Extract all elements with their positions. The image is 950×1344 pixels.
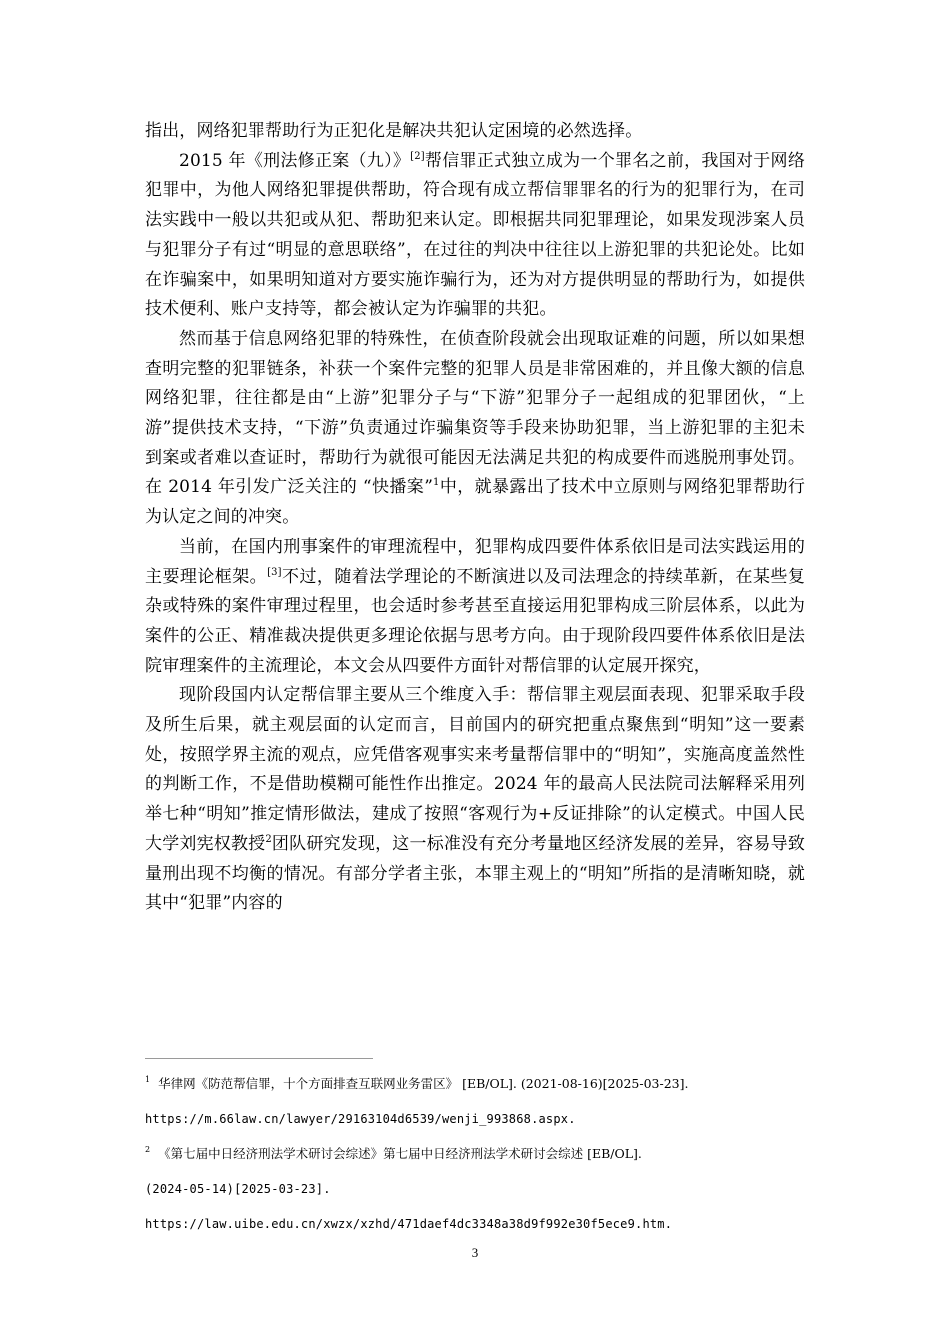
footnote-1-line-1 — [145, 1075, 825, 1093]
paragraph-text: 当前，在国内刑事案件的审理流程中，犯罪构成四要件体系依旧是司法实践运用的主要理论框架。 — [145, 536, 805, 587]
paragraph — [145, 681, 805, 919]
citation-mark[interactable]: 1 — [433, 477, 440, 489]
footnote-2-url[interactable]: https://law.uibe.edu.cn/xwzx/xzhd/471daef4dc3348a38d9f992e30f5ece9.htm. — [145, 1217, 673, 1231]
footnote-1-url[interactable]: https://m.66law.cn/lawyer/29163104d6539/wenji_993868.aspx. — [145, 1112, 576, 1126]
paragraph-text: 不过，随着法学理论的不断演进以及司法理念的持续革新，在某些复杂或特殊的案件审理过程里，也会适时参考甚至直接运用犯罪构成三阶层体系，以此为案件的公正、精准裁决提供更多理论依据与思考方向。由于现阶段四要件体系依旧是法院审理案件的主流理论，本文会从四要件方面针对帮信罪的认定展开探究， — [145, 566, 805, 676]
paragraph-text: 2015 年《刑法修正案（九）》 — [179, 150, 411, 171]
footnote-text: 《第七届中日经济刑法学术研讨会综述》第七届中日经济刑法学术研讨会综述 [EB/OL]. — [158, 1146, 642, 1161]
paragraph-text: 团队研究发现，这一标准没有充分考量地区经济发展的差异，容易导致量刑出现不均衡的情况。有部分学者主张，本罪主观上的“明知”所指的是清晰知晓，就其中“犯罪”内容的 — [145, 833, 805, 914]
citation-mark[interactable]: [3] — [267, 566, 282, 578]
footnote-mark: 1 — [145, 1075, 151, 1084]
body-text — [145, 117, 805, 919]
paragraph-text: 指出，网络犯罪帮助行为正犯化是解决共犯认定困境的必然选择。 — [145, 121, 643, 141]
paragraph-text: 帮信罪正式独立成为一个罪名之前，我国对于网络犯罪中，为他人网络犯罪提供帮助，符合现有成立帮信罪罪名的行为的犯罪行为，在司法实践中一般以共犯或从犯、帮助犯来认定。即根据共同犯罪理论，如果发现涉案人员与犯罪分子有过“明显的意思联络”，在过往的判决中往往以上游犯罪的共犯论处。比如在诈骗案中，如果明知道对方要实施诈骗行为，还为对方提供明显的帮助行为，如提供技术便利、账户支持等，都会被认定为诈骗罪的共犯。 — [145, 150, 805, 320]
paragraph-text: 现阶段国内认定帮信罪主要从三个维度入手：帮信罪主观层面表现、犯罪采取手段及所生后果，就主观层面的认定而言，目前国内的研究把重点聚焦到“明知”这一要素处，按照学界主流的观点，应凭借客观事实来考量帮信罪中的“明知”，实施高度盖然性的判断工作，不是借助模糊可能性作出推定。2024 年的最高人民法院司法解释采用列举七种“明知”推定情形做法，建成了按照“客观行为+反证排除”的认定模式。中国人民大学刘宪权教授 — [145, 685, 805, 854]
footnote-separator — [145, 1058, 373, 1059]
footnote-text: 华律网《防范帮信罪，十个方面排查互联网业务雷区》 [EB/OL]. (2021-08-16)[2025-03-23]. — [158, 1076, 689, 1091]
paragraph — [145, 533, 805, 682]
paragraph — [145, 147, 805, 325]
paragraph-text: 然而基于信息网络犯罪的特殊性，在侦查阶段就会出现取证难的问题，所以如果想查明完整的犯罪链条，补获一个案件完整的犯罪人员是非常困难的，并且像大额的信息网络犯罪，往往都是由“上游”犯罪分子与“下游”犯罪分子一起组成的犯罪团伙，“上游”提供技术支持，“下游”负责通过诈骗集资等手段来协助犯罪，当上游犯罪的主犯未到案或者难以查证时，帮助行为就很可能因无法满足共犯的构成要件而逃脱刑事处罚。在 2014 年引发广泛关注的 “快播案” — [145, 328, 805, 498]
footnote-2-line-1 — [145, 1145, 825, 1163]
page-number: 3 — [471, 1245, 479, 1260]
citation-mark[interactable]: [2] — [410, 150, 425, 162]
paragraph — [145, 325, 805, 533]
citation-mark[interactable]: 2 — [265, 833, 272, 845]
footnote-mark: 2 — [145, 1145, 151, 1154]
footnote-2-date: (2024-05-14)[2025-03-23]. — [145, 1182, 331, 1196]
paragraph — [145, 117, 805, 147]
paragraph-text: 中，就暴露出了技术中立原则与网络犯罪帮助行为认定之间的冲突。 — [145, 477, 805, 528]
footnotes — [145, 1075, 825, 1250]
